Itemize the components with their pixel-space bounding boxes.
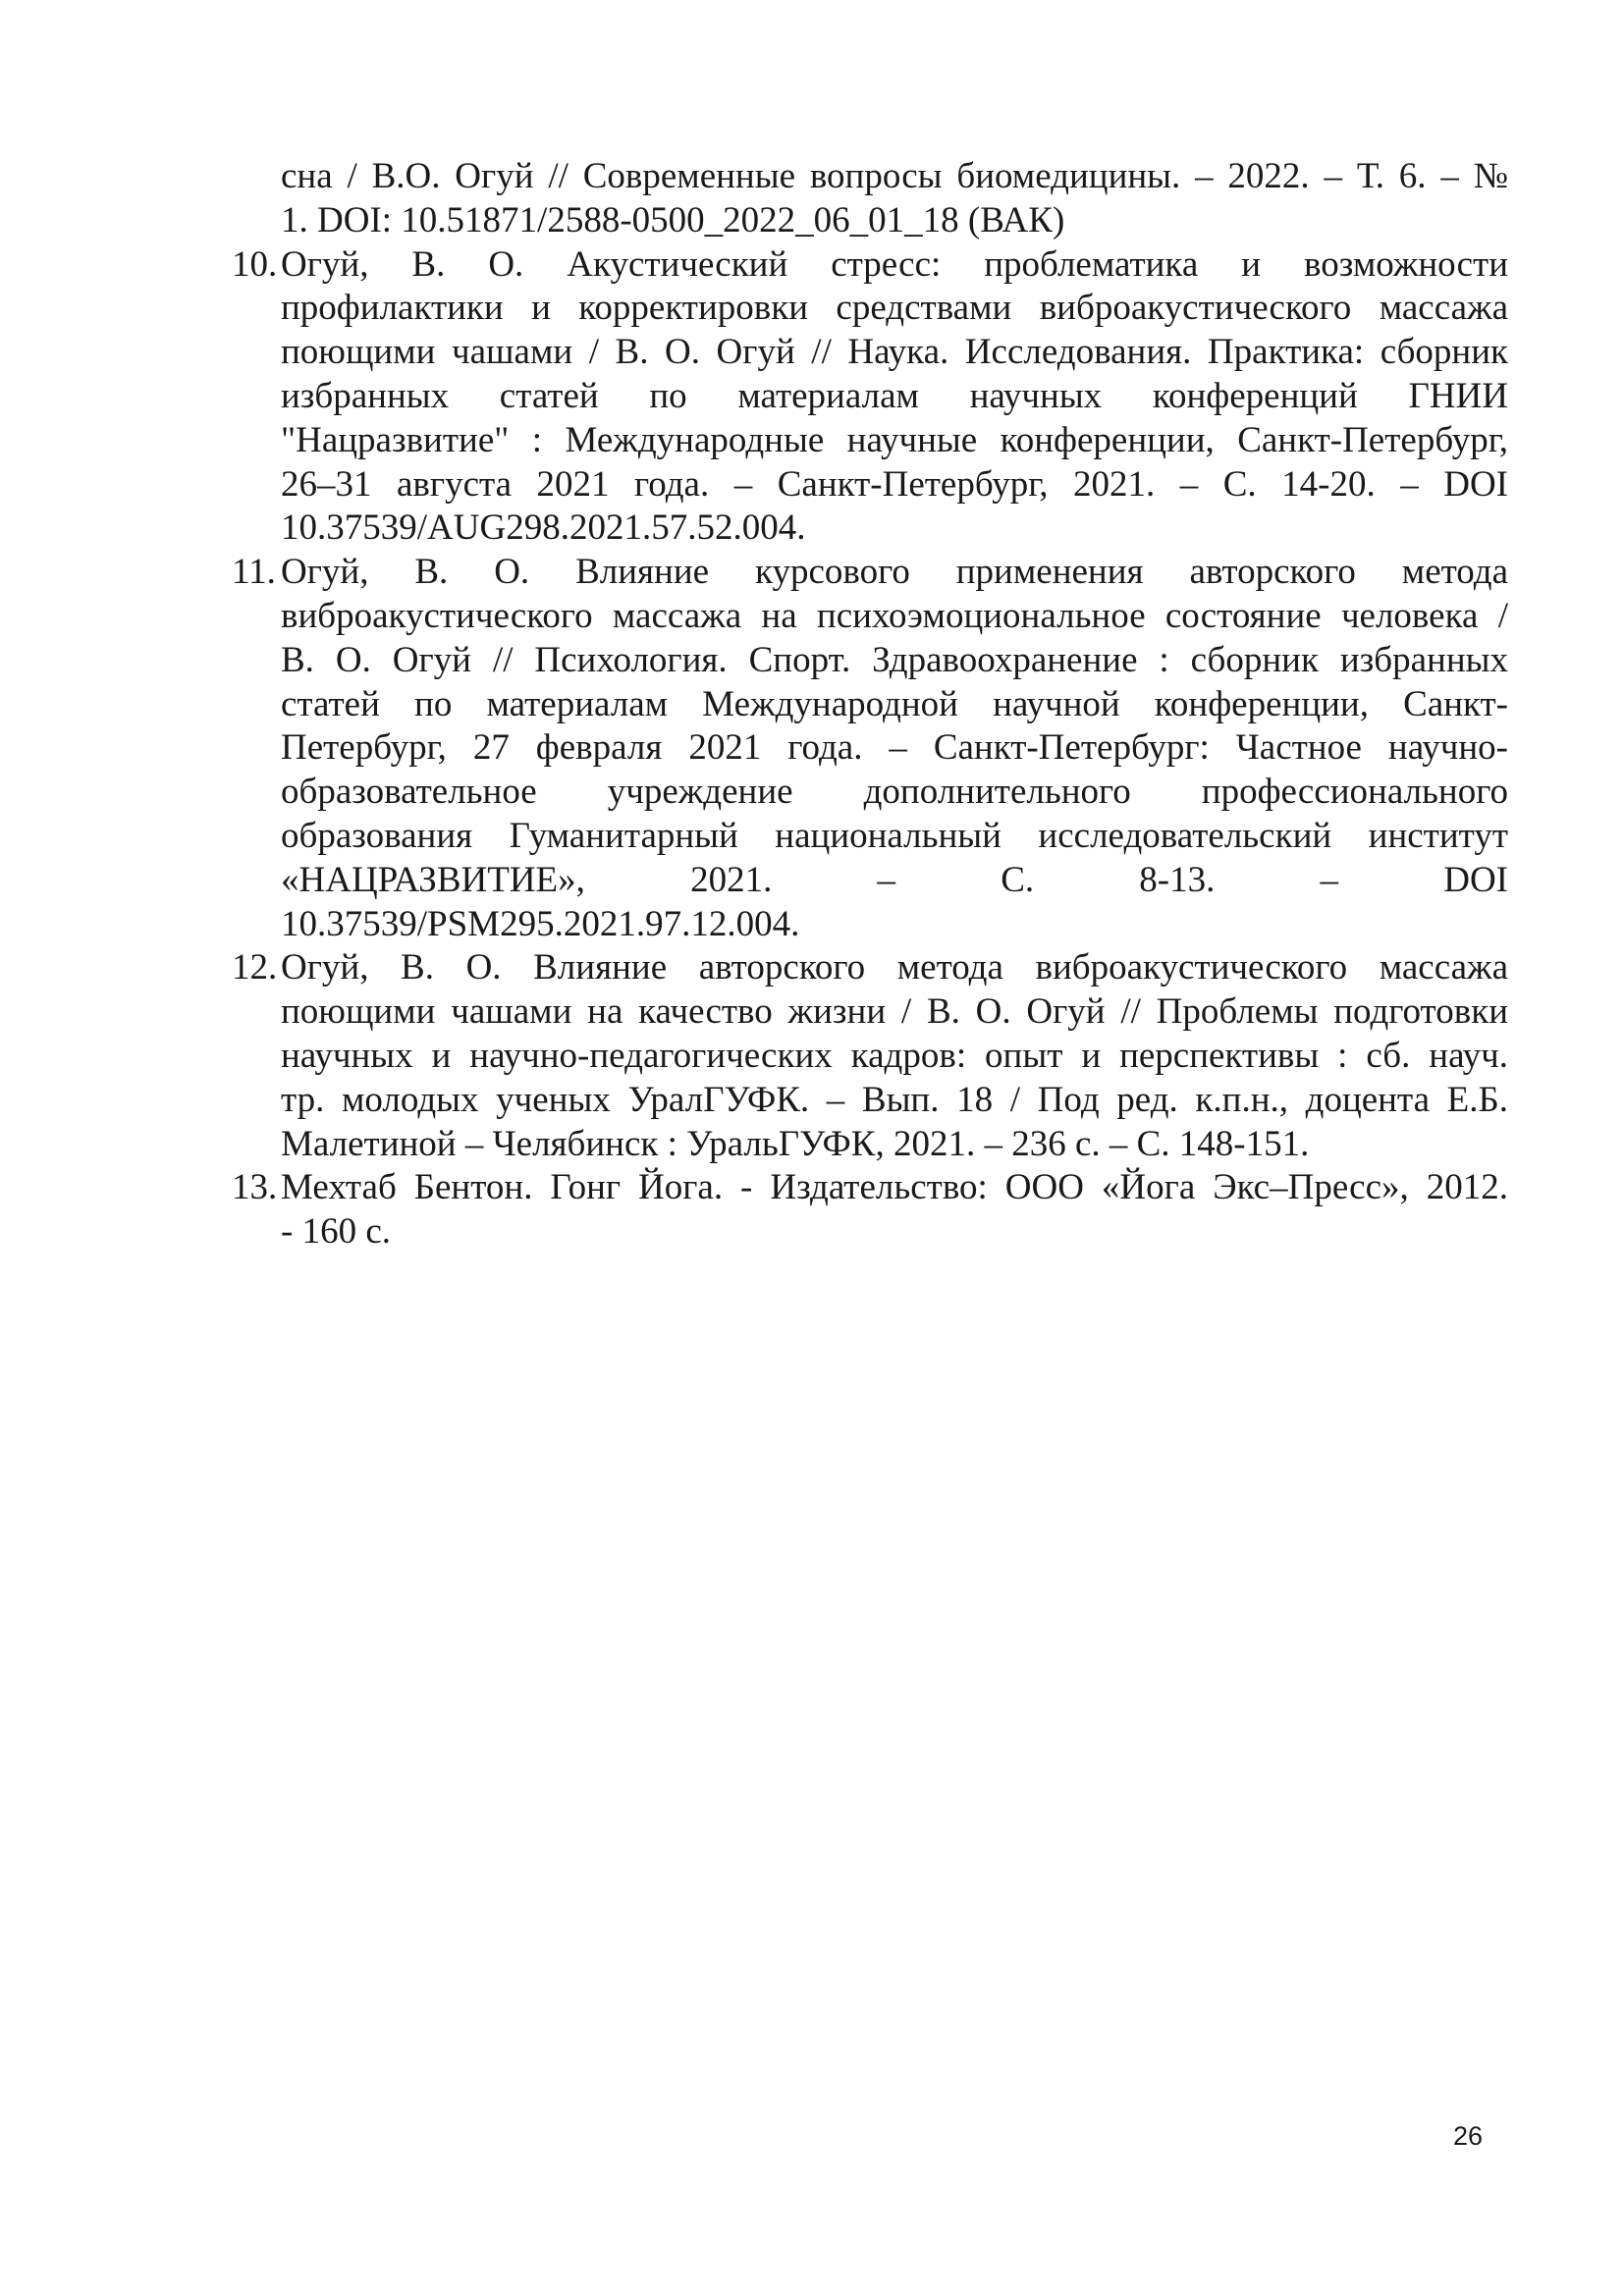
text-line: Огуй, В. О. Влияние авторского метода виброакустического массажа xyxy=(281,947,1508,988)
reference-text xyxy=(281,243,1508,552)
reference-number: 12. xyxy=(232,947,278,988)
reference-text xyxy=(281,946,1508,1166)
text-line: «НАЦРАЗВИТИЕ», 2021. – С. 8-13. – DOI xyxy=(281,859,1508,900)
reference-number: 10. xyxy=(232,243,278,285)
text-line: Огуй, В. О. Акустический стресс: проблематика и возможности xyxy=(281,243,1508,285)
text-line: В. О. Огуй // Психология. Спорт. Здравоохранение : сборник избранных xyxy=(281,639,1508,680)
text-line: 10.37539/PSM295.2021.97.12.004. xyxy=(281,903,800,944)
text-line: Огуй, В. О. Влияние курсового применения авторского метода xyxy=(281,552,1508,593)
text-line: Малетиной – Челябинск : УральГУФК, 2021. – 236 с. – С. 148-151. xyxy=(281,1123,1310,1164)
reference-item-11 xyxy=(232,551,1508,946)
reference-continuation xyxy=(281,155,1508,243)
text-line: научных и научно-педагогических кадров: опыт и перспективы : сб. науч. xyxy=(281,1035,1508,1076)
page-number: 26 xyxy=(1453,2121,1484,2151)
reference-list xyxy=(232,155,1508,1255)
reference-text xyxy=(281,1166,1508,1255)
reference-text xyxy=(281,551,1508,946)
text-line: тр. молодых ученых УралГУФК. – Вып. 18 / Под ред. к.п.н., доцента Е.Б. xyxy=(281,1079,1508,1120)
text-line: Петербург, 27 февраля 2021 года. – Санкт-Петербург: Частное научно- xyxy=(281,727,1508,769)
text-line: 26–31 августа 2021 года. – Санкт-Петербург, 2021. – С. 14-20. – DOI xyxy=(281,463,1508,505)
text-line: сна / В.О. Огуй // Современные вопросы биомедицины. – 2022. – Т. 6. – № xyxy=(281,156,1508,196)
text-line: 1. DOI: 10.51871/2588-0500_2022_06_01_18 (ВАК) xyxy=(281,199,1065,240)
text-line: 10.37539/AUG298.2021.57.52.004. xyxy=(281,507,806,549)
text-line: поющими чашами на качество жизни / В. О. Огуй // Проблемы подготовки xyxy=(281,991,1508,1033)
text-line: виброакустического массажа на психоэмоциональное состояние человека / xyxy=(281,595,1508,636)
text-line: "Нацразвитие" : Международные научные конференции, Санкт-Петербург, xyxy=(281,419,1508,460)
reference-item-12 xyxy=(232,946,1508,1166)
text-line: статей по материалам Международной научной конференции, Санкт- xyxy=(281,683,1508,724)
text-line: образовательное учреждение дополнительного профессионального xyxy=(281,772,1508,813)
reference-number: 13. xyxy=(232,1167,278,1208)
text-line: Мехтаб Бентон. Гонг Йога. - Издательство: ООО «Йога Экс–Пресс», 2012. xyxy=(281,1167,1508,1208)
text-line: образования Гуманитарный национальный исследовательский институт xyxy=(281,815,1508,856)
text-line: избранных статей по материалам научных конференций ГНИИ xyxy=(281,375,1508,416)
text-line: профилактики и корректировки средствами виброакустического массажа xyxy=(281,288,1508,329)
reference-number: 11. xyxy=(232,552,276,593)
text-line: поющими чашами / В. О. Огуй // Наука. Исследования. Практика: сборник xyxy=(281,332,1508,373)
text-line: - 160 с. xyxy=(281,1211,391,1253)
reference-item-13 xyxy=(232,1166,1508,1255)
reference-item-10 xyxy=(232,243,1508,552)
